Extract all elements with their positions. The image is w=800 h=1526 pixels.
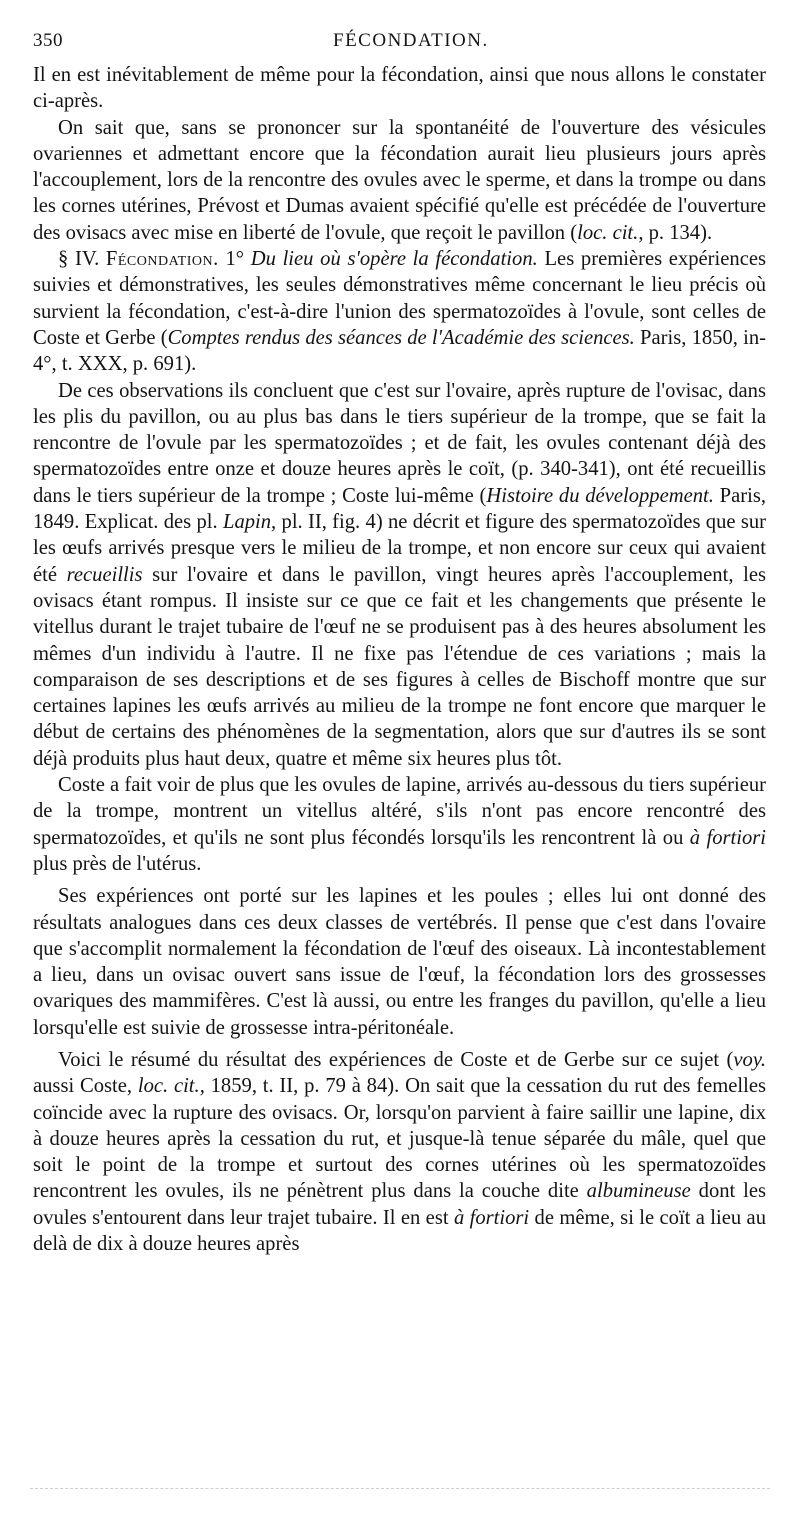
paragraph-4: De ces observations ils concluent que c'est sur l'ovaire, après rupture de l'ovisac, dans les plis du pavillon, ou au plus bas dans le tiers supérieur de la trompe, que se fait la rencontre de l'ovule par les spermatozoïdes ; et de fait, les ovules contenant déjà des spermatozoïdes entre onze et douze heures après le coït, (p. 340-341), ont été recueillis dans le tiers supérieur de la trompe ; Coste lui-même (Histoire du développement. Paris, 1849. Explicat. des pl. Lapin, pl. II, fig. 4) ne décrit et figure des spermatozoïdes que sur les œufs arrivés presque vers le milieu de la trompe, et non encore sur ceux qui avaient été recueillis sur l'ovaire et dans le pavillon, vingt heures après l'accouplement, les ovisacs étant rompus. Il insiste sur ce que ce fait et les changements que présente le vitellus durant le trajet tubaire de l'œuf ne se produisent pas à des heures absolument les mêmes d'un individu à l'autre. Il ne fixe pas l'étendue de ces variations ; mais la comparaison de ses descriptions et de ses figures à celles de Bischoff montre que sur certaines lapines les œufs arrivés au milieu de la trompe ne font encore que marquer le début de certains des phénomènes de la segmentation, alors que sur d'autres ils se sont déjà produits plus haut deux, quatre et même six heures plus tôt. — [33, 379, 767, 770]
paragraph-7: Voici le résumé du résultat des expériences de Coste et de Gerbe sur ce sujet (voy. aussi Coste, loc. cit., 1859, t. II, p. 79 à 84). On sait que la cessation du rut des femelles coïncide avec la rupture des ovisacs. Or, lorsqu'on parvient à faire saillir une lapine, dix à douze heures après la cessation du rut, et jusque-là tenue séparée du mâle, quel que soit le point de la trompe et surtout des cornes utérines où les spermatozoïdes rencontrent les ovules, ils ne pénètrent plus dans la couche dite albumineuse dont les ovules s'entourent dans leur trajet tubaire. Il en est à fortiori de même, si le coït a lieu au delà de dix à douze heures après — [33, 1048, 766, 1256]
subsection-heading: Du lieu où s'opère la fécondation. — [250, 248, 538, 271]
page-number: 350 — [33, 30, 63, 51]
citation: loc. cit. — [577, 221, 639, 244]
section-heading: Fécondation. — [105, 248, 219, 271]
page-body — [33, 62, 766, 1257]
citation: Comptes rendus des séances de l'Académie des sciences. — [167, 326, 635, 349]
scan-artifact — [30, 1488, 770, 1491]
section-number: § IV. — [58, 248, 100, 271]
citation: loc. cit. — [137, 1075, 200, 1098]
paragraph-3: § IV. Fécondation. 1° Du lieu où s'opère la fécondation. Les premières expériences suivies et démonstratives, les seules démonstratives même concernant le lieu précis où survient la fécondation, c'est-à-dire l'union des spermatozoïdes à l'ovule, sont celles de Coste et Gerbe (Comptes rendus des séances de l'Académie des sciences. Paris, 1850, in-4°, t. XXX, p. 691). — [33, 248, 766, 376]
running-title: FÉCONDATION. — [333, 30, 489, 51]
paragraph-5: Coste a fait voir de plus que les ovules de lapine, arrivés au-dessous du tiers supérieur de la trompe, montrent un vitellus altéré, s'ils n'ont pas encore rencontré des spermatozoïdes, et qu'ils ne sont plus fécondés lorsqu'ils les rencontrent là ou à fortiori plus près de l'utérus. — [33, 774, 767, 875]
citation: Histoire du développement. — [486, 484, 714, 507]
paragraph-1: Il en est inévitablement de même pour la fécondation, ainsi que nous allons le constater ci-après. — [33, 64, 766, 113]
paragraph-6: Ses expériences ont porté sur les lapines et les poules ; elles lui ont donné des résultats analogues dans ces deux classes de vertébrés. Il pense que c'est dans l'ovaire que s'accomplit normalement la fécondation de l'œuf des oiseaux. Là incontestablement a lieu, dans un ovisac ouvert sans issue de l'œuf, la fécondation lors des grossesses ovariques des mammifères. C'est là aussi, ou entre les franges du pavillon, qu'elle a lieu lorsqu'elle est suivie de grossesse intra-péritonéale. — [33, 885, 766, 1039]
page-header — [33, 30, 773, 60]
paragraph-2: On sait que, sans se prononcer sur la spontanéité de l'ouverture des vésicules ovariennes et admettant encore que la fécondation aurait lieu plusieurs jours après l'accouplement, lors de la rencontre des ovules avec le sperme, et dans la trompe ou dans les cornes utérines, Prévost et Dumas avaient spécifié qu'elle est précédée de l'ouverture des ovisacs avec mise en liberté de l'ovule, que reçoit le pavillon (loc. cit., p. 134). — [33, 116, 766, 244]
